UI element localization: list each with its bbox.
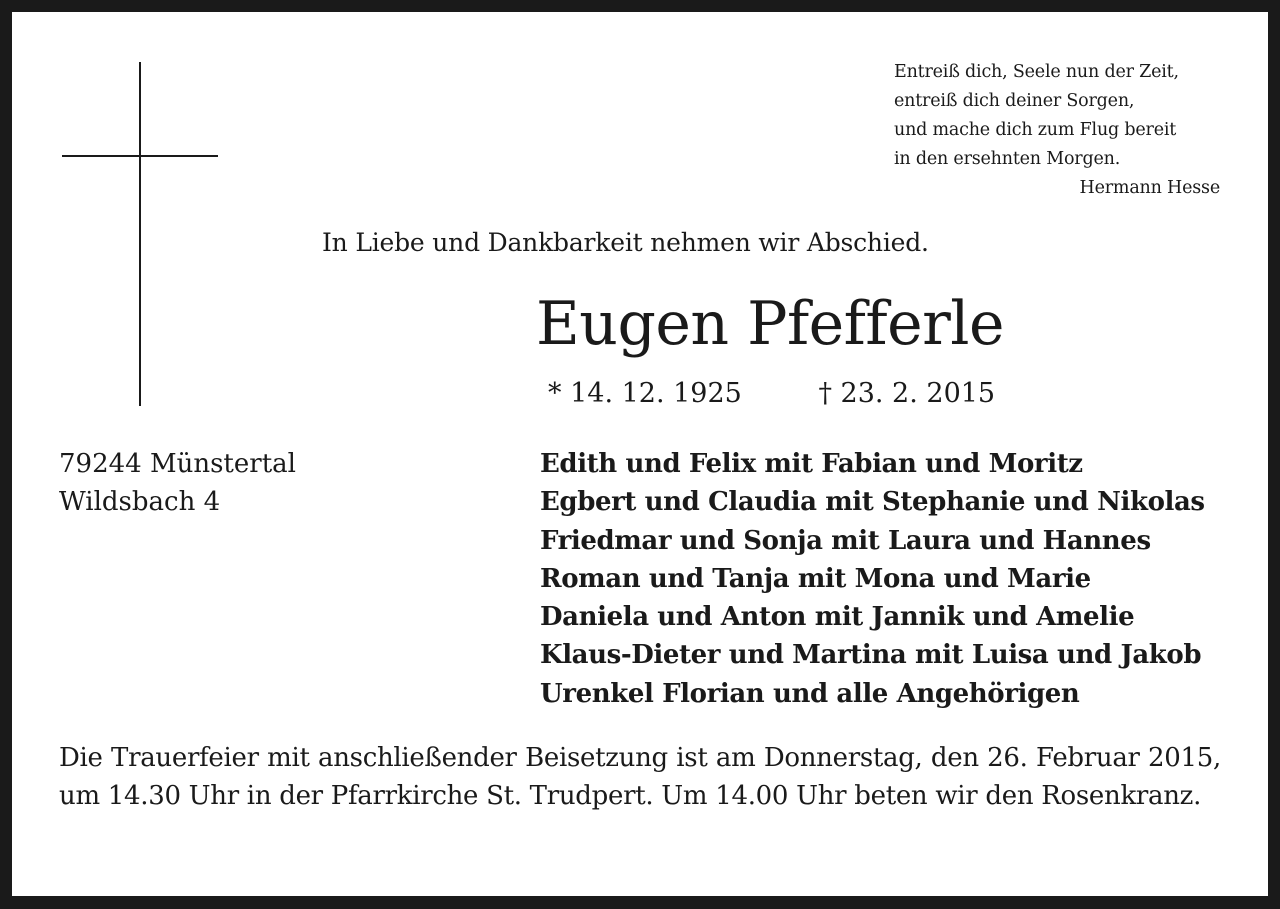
poem-line: und mache dich zum Flug bereit: [894, 120, 1177, 140]
deceased-name: Eugen Pfefferle: [536, 289, 1004, 359]
address-line-2: Wildsbach 4: [59, 487, 221, 517]
mourner-line: Urenkel Florian und alle Angehörigen: [540, 678, 1080, 709]
life-dates: [548, 378, 995, 409]
address-line-1: 79244 Münstertal: [59, 449, 296, 479]
poem-line: in den ersehnten Morgen.: [894, 149, 1121, 169]
mourners-list: [540, 445, 1205, 713]
address-block: [59, 445, 296, 521]
poem-line: entreiß dich deiner Sorgen,: [894, 91, 1135, 111]
mourner-line: Klaus-Dieter und Martina mit Luisa und Jakob: [540, 640, 1202, 671]
poem-line: Entreiß dich, Seele nun der Zeit,: [894, 62, 1179, 82]
poem-quote: [894, 58, 1224, 203]
birth-date: * 14. 12. 1925: [548, 378, 742, 409]
cross-vertical-bar: [139, 62, 141, 406]
mourner-line: Friedmar und Sonja mit Laura und Hannes: [540, 525, 1151, 556]
obituary-notice: [12, 12, 1268, 896]
funeral-details: Die Trauerfeier mit anschließender Beisetzung ist am Donnerstag, den 26. Februar 2015, um 14.30 Uhr in der Pfarrkirche St. Trudpert. Um 14.00 Uhr beten wir den Rosenkranz.: [59, 743, 1221, 811]
mourner-line: Edith und Felix mit Fabian und Moritz: [540, 449, 1083, 479]
mourner-line: Egbert und Claudia mit Stephanie und Nikolas: [540, 487, 1205, 518]
intro-text: In Liebe und Dankbarkeit nehmen wir Abschied.: [322, 228, 929, 257]
cross-horizontal-bar: [62, 155, 218, 157]
poem-author: Hermann Hesse: [1079, 178, 1220, 198]
mourner-line: Roman und Tanja mit Mona und Marie: [540, 563, 1091, 594]
death-date: † 23. 2. 2015: [818, 378, 996, 409]
mourner-line: Daniela und Anton mit Jannik und Amelie: [540, 602, 1135, 633]
